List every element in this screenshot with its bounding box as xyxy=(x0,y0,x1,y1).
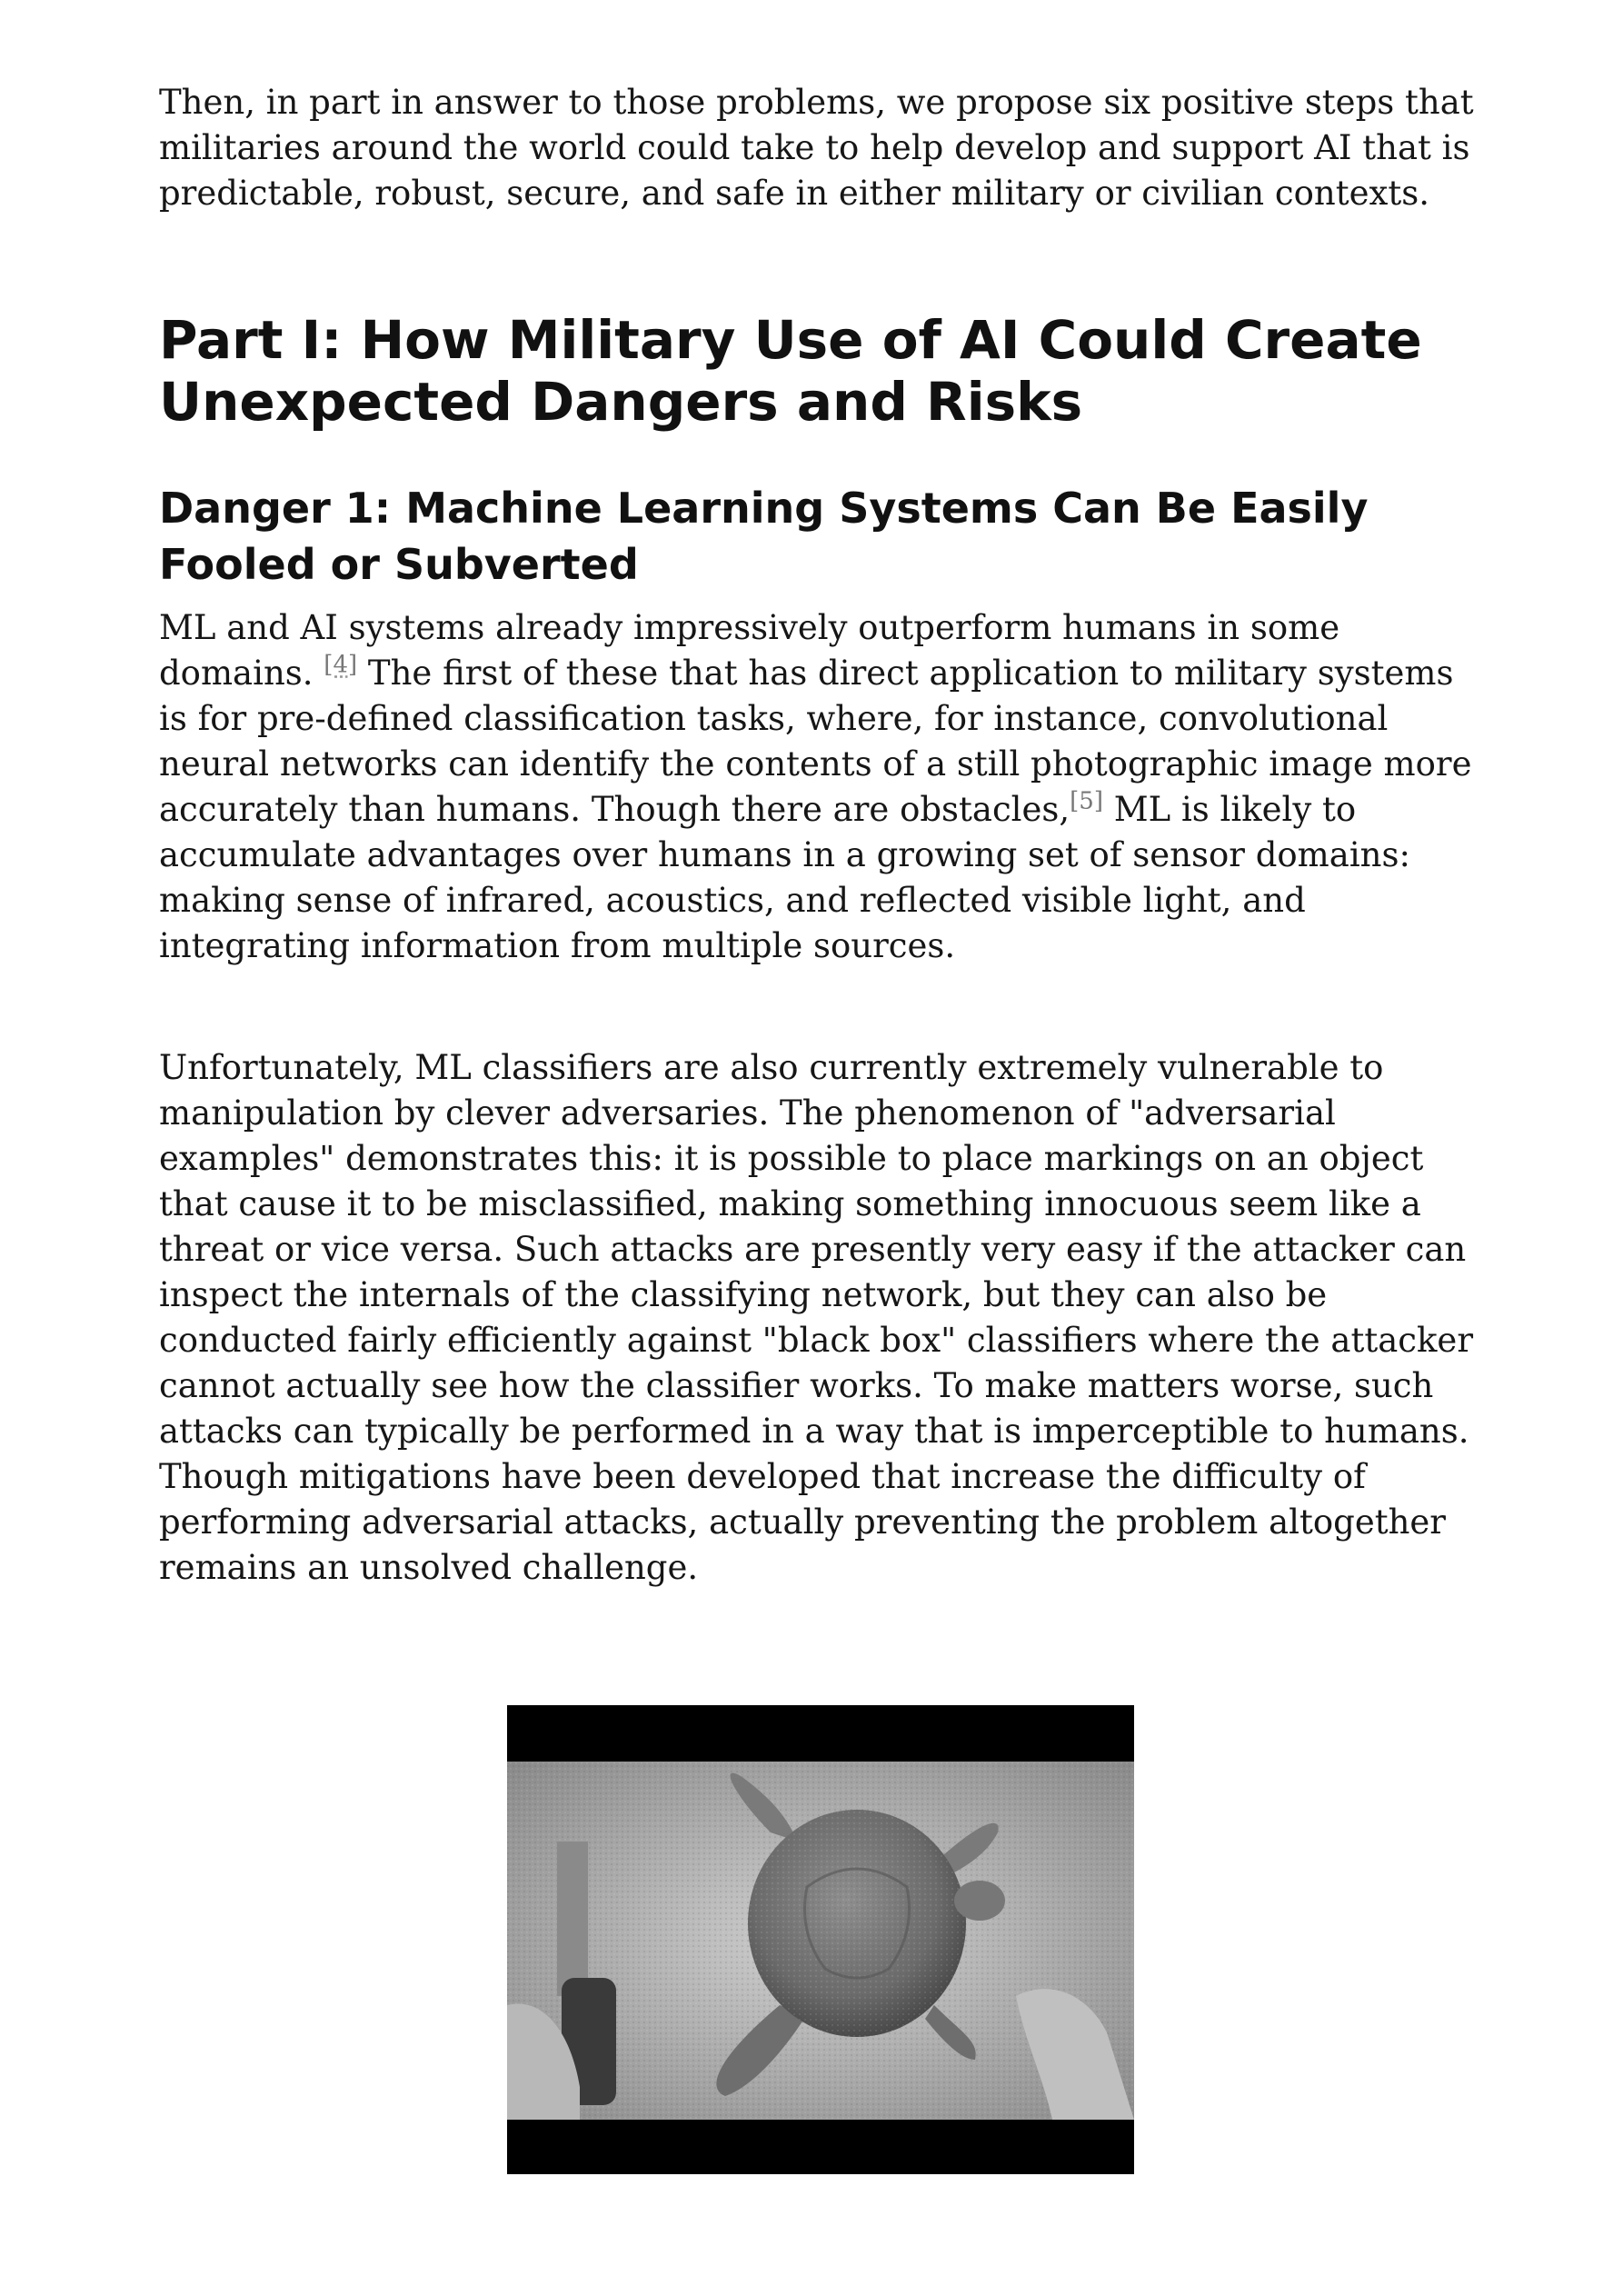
paragraph-1-start: ML and AI systems already impressively outperform humans in some domains. xyxy=(159,608,1340,693)
paragraph-1-middle: The first of these that has direct application to military systems is for pre-defined classification tasks, where, for instance, convolutional neural networks can identify the contents of a still photographic image more accurately than humans. Though there are obstacles, xyxy=(159,654,1472,829)
document-page xyxy=(159,80,1486,1591)
footnote-5-link[interactable]: [5] xyxy=(1070,787,1103,815)
footnote-4-link[interactable]: [4] xyxy=(324,651,358,679)
danger-heading: Danger 1: Machine Learning Systems Can Be Easily Fooled or Subverted xyxy=(159,484,1369,589)
part-heading: Part I: How Military Use of AI Could Create Unexpected Dangers and Risks xyxy=(159,309,1422,433)
turtle-figure xyxy=(507,1705,1134,2174)
turtle-photo-icon xyxy=(507,1705,1134,2174)
danger-paragraph-1 xyxy=(159,605,1486,969)
paragraph-1-end: ML is likely to accumulate advantages over humans in a growing set of sensor domains: making sense of infrared, acoustics, and reflected visible light, and integrating information from multiple sources. xyxy=(159,790,1410,965)
danger-paragraph-2: Unfortunately, ML classifiers are also currently extremely vulnerable to manipulation by clever adversaries. The phenomenon of "adversarial examples" demonstrates this: it is possible to place markings on an object that cause it to be misclassified, making something innocuous seem like a threat or vice versa. Such attacks are presently very easy if the attacker can inspect the internals of the classifying network, but they can also be conducted fairly efficiently against "black box" classifiers where the attacker cannot actually see how the classifier works. To make matters worse, such attacks can typically be performed in a way that is imperceptible to humans. Though mitigations have been developed that increase the difficulty of performing adversarial attacks, actually preventing the problem altogether remains an unsolved challenge. xyxy=(159,1048,1474,1587)
intro-paragraph: Then, in part in answer to those problems, we propose six positive steps that militaries around the world could take to help develop and support AI that is predictable, robust, secure, and safe in either military or civilian contexts. xyxy=(159,83,1474,213)
